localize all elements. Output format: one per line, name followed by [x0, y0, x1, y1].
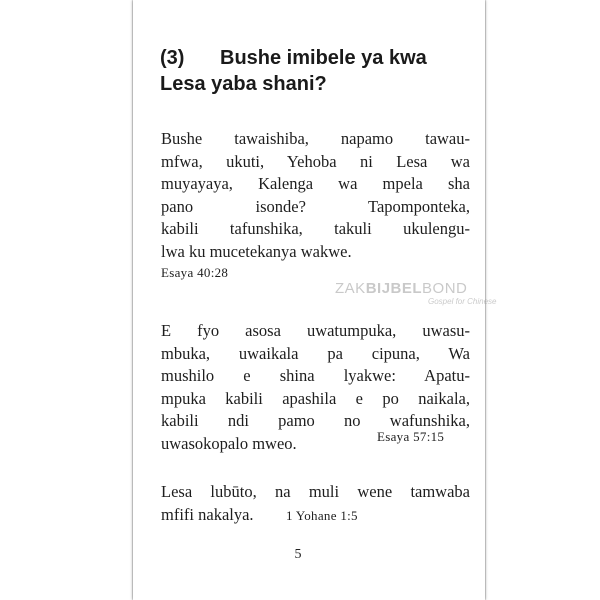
scripture-reference: 1 Yohane 1:5	[286, 508, 358, 523]
paragraph-line: mfifi nakalya.	[161, 504, 254, 524]
paragraph-line: lwa ku mucetekanya wakwe.	[161, 241, 352, 261]
paragraph-line: E fyo asosa uwatumpuka, uwasu-	[161, 321, 470, 340]
section-number: (3)	[160, 47, 185, 69]
paragraph-line: mbuka, uwaikala pa cipuna, Wa	[161, 343, 470, 363]
heading-line-2: Lesa yaba shani?	[160, 73, 327, 95]
section-heading	[160, 45, 480, 97]
paragraph-line: mpuka kabili apashila e po naikala,	[161, 388, 470, 408]
paragraph-line: muyayaya, Kalenga wa mpela sha	[161, 174, 470, 194]
watermark-brand: ZAKBIJBELBOND	[335, 280, 468, 297]
paragraph-1	[161, 128, 470, 264]
watermark-logo	[335, 280, 497, 306]
page-number: 5	[294, 547, 302, 562]
paragraph-line: mfwa, ukuti, Yehoba ni Lesa wa	[161, 151, 470, 171]
paragraph-line: mushilo e shina lyakwe: Apatu-	[161, 366, 470, 386]
paragraph-line: kabili ndi pamo no wafunshika,	[161, 411, 470, 431]
paragraph-line: Lesa lubūto, na muli wene tamwaba	[161, 482, 470, 501]
scripture-reference: Esaya 40:28	[161, 265, 229, 280]
paragraph-line: pano isonde? Tapomponteka,	[161, 196, 470, 216]
scripture-reference: Esaya 57:15	[377, 429, 445, 444]
paragraph-line: Bushe tawaishiba, napamo tawau-	[161, 129, 470, 148]
paragraph-line: kabili tafunshika, takuli ukulengu-	[161, 219, 470, 239]
paragraph-line: uwasokopalo mweo.	[161, 433, 297, 453]
heading-text-1: Bushe imibele ya kwa	[220, 47, 427, 69]
heading-line-1	[160, 45, 480, 71]
watermark-tagline: Gospel for Chinese	[428, 297, 497, 306]
